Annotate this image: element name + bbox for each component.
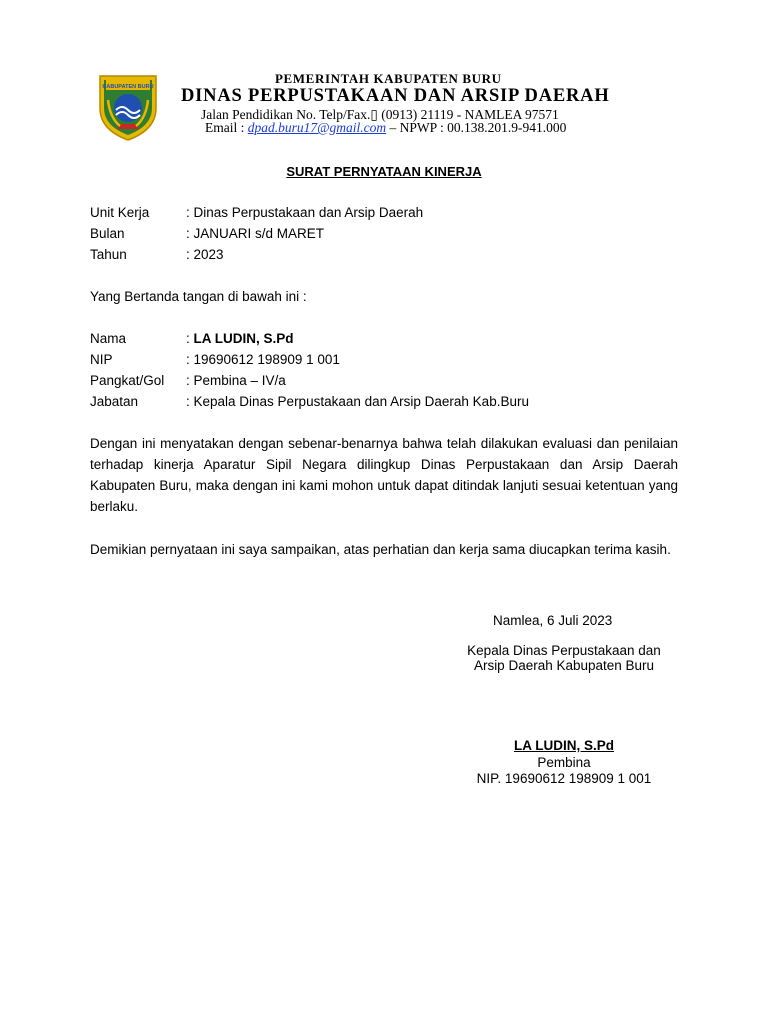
intro-text: Yang Bertanda tangan di bawah ini : — [90, 289, 307, 304]
position-line-1: Kepala Dinas Perpustakaan dan — [467, 643, 661, 658]
field-value: : JANUARI s/d MARET — [186, 226, 325, 241]
email-link[interactable]: dpad.buru17@gmail.com — [247, 120, 387, 135]
logo-text: KABUPATEN BURU — [102, 84, 154, 90]
field-label: Pangkat/Gol — [90, 373, 165, 388]
field-value: : Pembina – IV/a — [186, 373, 286, 388]
email-label: Email : — [205, 120, 248, 135]
body-paragraph: Dengan ini menyatakan dengan sebenar-benarnya bahwa telah dilakukan evaluasi dan penilaian terhadap kinerja Aparatur Sipil Negara dilingkup Dinas Perpustakaan dan Arsip Daerah Kabupaten Buru, maka dengan ini kami mohon untuk dapat ditindak lanjuti sesuai ketentuan yang berlaku. — [90, 436, 678, 514]
field-value-name: LA LUDIN, S.Pd — [193, 331, 294, 346]
signer-position — [440, 643, 688, 673]
field-nama — [90, 331, 294, 346]
place-date: Namlea, 6 Juli 2023 — [493, 613, 613, 628]
letterhead-address: Jalan Pendidikan No. Telp/Fax.▯ (0913) 21119 - NAMLEA 97571 — [201, 107, 559, 122]
signature-name: LA LUDIN, S.Pd — [514, 738, 614, 753]
field-separator: : — [186, 331, 194, 346]
field-tahun — [90, 247, 224, 262]
field-bulan — [90, 226, 324, 241]
field-value: : 2023 — [186, 247, 224, 262]
field-unit-kerja — [90, 205, 423, 220]
letterhead-government-line: PEMERINTAH KABUPATEN BURU — [275, 71, 502, 86]
closing-paragraph: Demikian pernyataan ini saya sampaikan, atas perhatian dan kerja sama diucapkan terima kasih. — [90, 542, 671, 557]
regency-emblem-logo — [96, 70, 160, 142]
field-label: Bulan — [90, 226, 125, 241]
signature-rank: Pembina — [537, 755, 591, 770]
position-line-2: Arsip Daerah Kabupaten Buru — [473, 658, 655, 673]
field-value: : 19690612 198909 1 001 — [186, 352, 340, 367]
npwp-text: – NPWP : 00.138.201.9-941.000 — [386, 120, 567, 135]
letterhead-agency-name: DINAS PERPUSTAKAAN DAN ARSIP DAERAH — [181, 86, 610, 106]
letterhead-contact — [205, 120, 566, 136]
field-label: Jabatan — [90, 394, 139, 409]
field-pangkat — [90, 373, 286, 388]
document-title: SURAT PERNYATAAN KINERJA — [286, 164, 482, 179]
field-nip — [90, 352, 340, 367]
field-value: : Dinas Perpustakaan dan Arsip Daerah — [186, 205, 424, 220]
field-label: NIP — [90, 352, 113, 367]
signature-nip: NIP. 19690612 198909 1 001 — [476, 771, 652, 786]
field-value: : Kepala Dinas Perpustakaan dan Arsip Daerah Kab.Buru — [186, 394, 529, 409]
field-label: Tahun — [90, 247, 127, 262]
field-label: Nama — [90, 331, 127, 346]
field-jabatan — [90, 394, 529, 409]
field-label: Unit Kerja — [90, 205, 150, 220]
